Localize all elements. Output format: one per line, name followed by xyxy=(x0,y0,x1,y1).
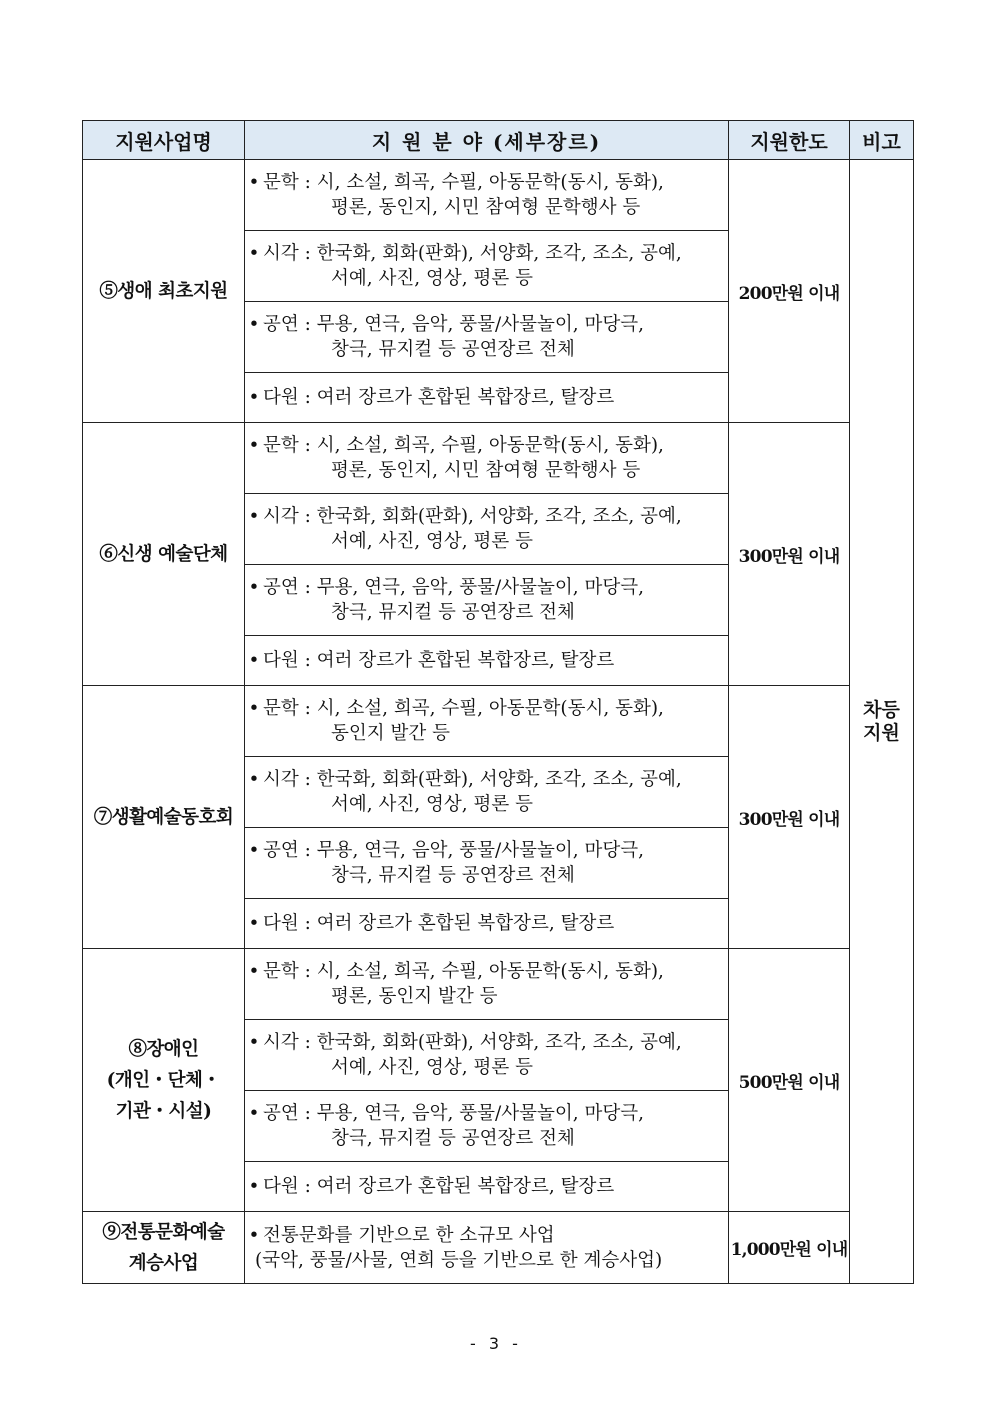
field-line-2: 창극, 뮤지컬 등 공연장르 전체 xyxy=(331,1128,575,1149)
header-support-field: 지 원 분 야 (세부장르) xyxy=(245,121,729,160)
field-line-1: 공연 : 무용, 연극, 음악, 풍물/사물놀이, 마당극, xyxy=(263,314,644,335)
field-cell xyxy=(245,160,729,231)
table-row xyxy=(83,1212,914,1284)
bullet-icon: • xyxy=(248,387,260,408)
field-cell xyxy=(245,1162,729,1212)
bullet-icon: • xyxy=(248,506,260,527)
field-line-2: 서예, 사진, 영상, 평론 등 xyxy=(331,1057,534,1078)
field-line-2: 평론, 동인지, 시민 참여형 문학행사 등 xyxy=(331,460,641,481)
bullet-icon: • xyxy=(248,243,260,264)
field-cell xyxy=(245,1091,729,1162)
program-name-cell xyxy=(83,423,245,686)
field-line-2: 창극, 뮤지컬 등 공연장르 전체 xyxy=(331,339,575,360)
field-line-1: 문학 : 시, 소설, 희곡, 수필, 아동문학(동시, 동화), xyxy=(263,961,664,982)
bullet-icon: • xyxy=(248,961,260,982)
field-cell xyxy=(245,899,729,949)
table-row xyxy=(83,686,914,757)
field-line-1: 공연 : 무용, 연극, 음악, 풍물/사물놀이, 마당극, xyxy=(263,840,644,861)
support-program-table xyxy=(82,120,914,1284)
program-name-line: ⑤생애 최초지원 xyxy=(99,280,228,302)
page-number: - 3 - xyxy=(470,1334,522,1353)
bullet-icon: • xyxy=(248,1103,260,1124)
field-cell xyxy=(245,1212,729,1284)
field-line-1: 다원 : 여러 장르가 혼합된 복합장르, 탈장르 xyxy=(263,913,615,934)
field-line-1: 문학 : 시, 소설, 희곡, 수필, 아동문학(동시, 동화), xyxy=(263,435,664,456)
bullet-icon: • xyxy=(248,650,260,671)
field-cell xyxy=(245,302,729,373)
bullet-icon: • xyxy=(248,1176,260,1197)
field-cell xyxy=(245,494,729,565)
program-name-cell xyxy=(83,686,245,949)
field-line-2: (국악, 풍물/사물, 연희 등을 기반으로 한 계승사업) xyxy=(255,1249,663,1271)
bullet-icon: • xyxy=(248,1032,260,1053)
field-line-1: 전통문화를 기반으로 한 소규모 사업 xyxy=(263,1224,555,1246)
header-support-limit: 지원한도 xyxy=(729,121,850,160)
header-program-name: 지원사업명 xyxy=(83,121,245,160)
limit-cell: 1,000만원 이내 xyxy=(729,1212,850,1284)
bullet-icon: • xyxy=(248,577,260,598)
field-line-2: 동인지 발간 등 xyxy=(331,723,450,744)
field-line-1: 시각 : 한국화, 회화(판화), 서양화, 조각, 조소, 공예, xyxy=(263,769,682,790)
program-name-cell xyxy=(83,160,245,423)
field-cell xyxy=(245,757,729,828)
field-cell xyxy=(245,565,729,636)
field-cell xyxy=(245,423,729,494)
note-line: 차등 xyxy=(863,698,900,721)
field-cell xyxy=(245,828,729,899)
field-cell xyxy=(245,949,729,1020)
limit-cell: 300만원 이내 xyxy=(729,686,850,949)
table-body xyxy=(83,160,914,1284)
field-line-1: 문학 : 시, 소설, 희곡, 수필, 아동문학(동시, 동화), xyxy=(263,698,664,719)
field-line-2: 창극, 뮤지컬 등 공연장르 전체 xyxy=(331,602,575,623)
limit-cell: 500만원 이내 xyxy=(729,949,850,1212)
table-row xyxy=(83,423,914,494)
program-name-cell xyxy=(83,1212,245,1284)
field-line-1: 다원 : 여러 장르가 혼합된 복합장르, 탈장르 xyxy=(263,1176,615,1197)
field-line-2: 평론, 동인지, 시민 참여형 문학행사 등 xyxy=(331,197,641,218)
program-name-line: 기관・시설) xyxy=(115,1100,212,1122)
field-line-2: 서예, 사진, 영상, 평론 등 xyxy=(331,531,534,552)
field-line-2: 창극, 뮤지컬 등 공연장르 전체 xyxy=(331,865,575,886)
program-name-line: ⑥신생 예술단체 xyxy=(99,543,228,565)
field-cell xyxy=(245,231,729,302)
limit-cell: 200만원 이내 xyxy=(729,160,850,423)
field-line-1: 문학 : 시, 소설, 희곡, 수필, 아동문학(동시, 동화), xyxy=(263,172,664,193)
bullet-icon: • xyxy=(248,314,260,335)
program-name-line: (개인・단체・ xyxy=(106,1069,221,1091)
field-line-2: 서예, 사진, 영상, 평론 등 xyxy=(331,794,534,815)
program-name-line: ⑦생활예술동호회 xyxy=(93,806,234,828)
field-line-2: 평론, 동인지 발간 등 xyxy=(331,986,498,1007)
program-name-line: 계승사업 xyxy=(128,1252,199,1274)
bullet-icon: • xyxy=(248,1224,260,1246)
field-line-1: 다원 : 여러 장르가 혼합된 복합장르, 탈장르 xyxy=(263,650,615,671)
program-name-line: ⑨전통문화예술 xyxy=(102,1221,225,1243)
bullet-icon: • xyxy=(248,435,260,456)
header-row xyxy=(83,121,914,160)
field-cell xyxy=(245,373,729,423)
bullet-icon: • xyxy=(248,840,260,861)
note-cell xyxy=(850,160,914,1284)
field-line-2: 서예, 사진, 영상, 평론 등 xyxy=(331,268,534,289)
field-cell xyxy=(245,636,729,686)
field-line-1: 시각 : 한국화, 회화(판화), 서양화, 조각, 조소, 공예, xyxy=(263,1032,682,1053)
field-line-1: 시각 : 한국화, 회화(판화), 서양화, 조각, 조소, 공예, xyxy=(263,506,682,527)
field-cell xyxy=(245,1020,729,1091)
field-cell xyxy=(245,686,729,757)
limit-cell: 300만원 이내 xyxy=(729,423,850,686)
field-line-1: 시각 : 한국화, 회화(판화), 서양화, 조각, 조소, 공예, xyxy=(263,243,682,264)
note-line: 지원 xyxy=(863,721,900,744)
program-name-cell xyxy=(83,949,245,1212)
program-name-line: ⑧장애인 xyxy=(128,1038,199,1060)
bullet-icon: • xyxy=(248,769,260,790)
bullet-icon: • xyxy=(248,172,260,193)
field-line-1: 공연 : 무용, 연극, 음악, 풍물/사물놀이, 마당극, xyxy=(263,1103,644,1124)
table-row xyxy=(83,949,914,1020)
bullet-icon: • xyxy=(248,913,260,934)
header-note: 비고 xyxy=(850,121,914,160)
field-line-1: 공연 : 무용, 연극, 음악, 풍물/사물놀이, 마당극, xyxy=(263,577,644,598)
bullet-icon: • xyxy=(248,698,260,719)
field-line-1: 다원 : 여러 장르가 혼합된 복합장르, 탈장르 xyxy=(263,387,615,408)
table-row xyxy=(83,160,914,231)
